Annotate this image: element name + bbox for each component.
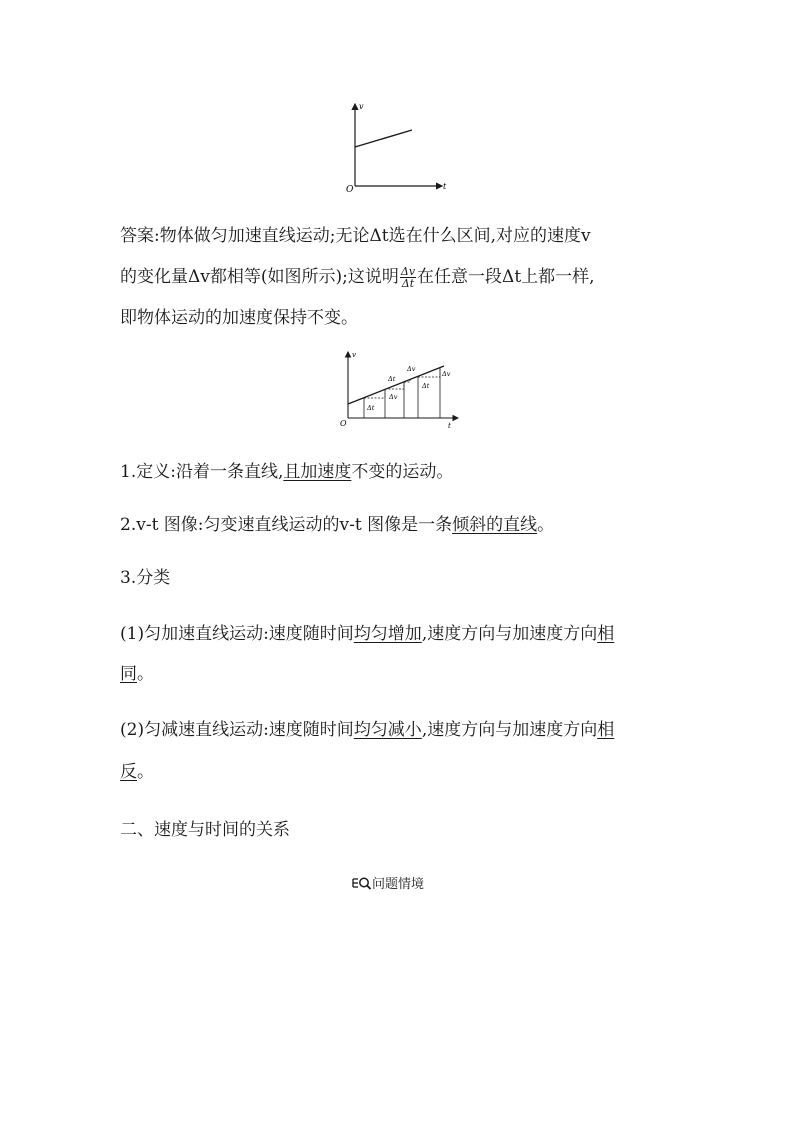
item-accelerating-cont: 同。 — [120, 664, 154, 684]
figure-vt-line — [340, 100, 450, 195]
answer-blank: 同 — [120, 664, 137, 684]
item-decelerating: (2)匀减速直线运动:速度随时间均匀减小,速度方向与加速度方向相 — [120, 720, 615, 740]
v-axis-label: v — [359, 102, 364, 111]
answer-blank: 且加速度 — [283, 462, 352, 482]
item-accelerating: (1)匀加速直线运动:速度随时间均匀增加,速度方向与加速度方向相 — [120, 624, 615, 644]
answer-blank: 相 — [597, 624, 615, 644]
answer-line-2: 的变化量Δv都相等(如图所示);这说明 $\frac{\Delta v}{\Delta t}$ 在任意一段Δt上都一样, — [120, 265, 595, 290]
answer-blank: 倾斜的直线 — [452, 515, 538, 535]
dt-label: Δt — [367, 404, 375, 412]
t-axis-label: t — [443, 182, 447, 191]
figure-vt-steps — [336, 348, 466, 432]
dv-label: Δv — [389, 393, 398, 401]
origin-label: O — [346, 185, 354, 195]
dv-label: Δv — [442, 370, 451, 378]
item-definition: 1.定义:沿着一条直线,且加速度不变的运动。 — [120, 462, 454, 482]
dt-label: Δt — [422, 382, 430, 390]
answer-blank: 相 — [597, 720, 615, 740]
section-title: 二、速度与时间的关系 — [120, 820, 290, 840]
answer-blank: 均匀减小 — [353, 720, 422, 740]
situation-heading — [352, 876, 424, 893]
answer-blank: 均匀增加 — [353, 624, 422, 644]
answer-line-3: 即物体运动的加速度保持不变。 — [120, 308, 358, 328]
fraction-dv-dt: $\frac{\Delta v}{\Delta t}$ — [400, 265, 416, 290]
item-vt-graph: 2.v-t 图像:匀变速直线运动的v-t 图像是一条倾斜的直线。 — [120, 515, 555, 535]
magnifier-icon — [352, 876, 372, 890]
situation-label: 问题情境 — [372, 877, 425, 892]
v-axis-label: v — [352, 351, 356, 359]
dt-label: Δt — [388, 375, 396, 383]
velocity-line — [355, 130, 412, 147]
dv-label: Δv — [407, 365, 416, 373]
answer-blank: 反 — [120, 762, 137, 782]
origin-label: O — [340, 419, 347, 428]
answer-line-1: 答案:物体做匀加速直线运动;无论Δt选在什么区间,对应的速度v — [120, 226, 591, 246]
item-decelerating-cont: 反。 — [120, 762, 154, 782]
t-axis-label: t — [448, 422, 451, 430]
item-classification: 3.分类 — [120, 568, 171, 588]
